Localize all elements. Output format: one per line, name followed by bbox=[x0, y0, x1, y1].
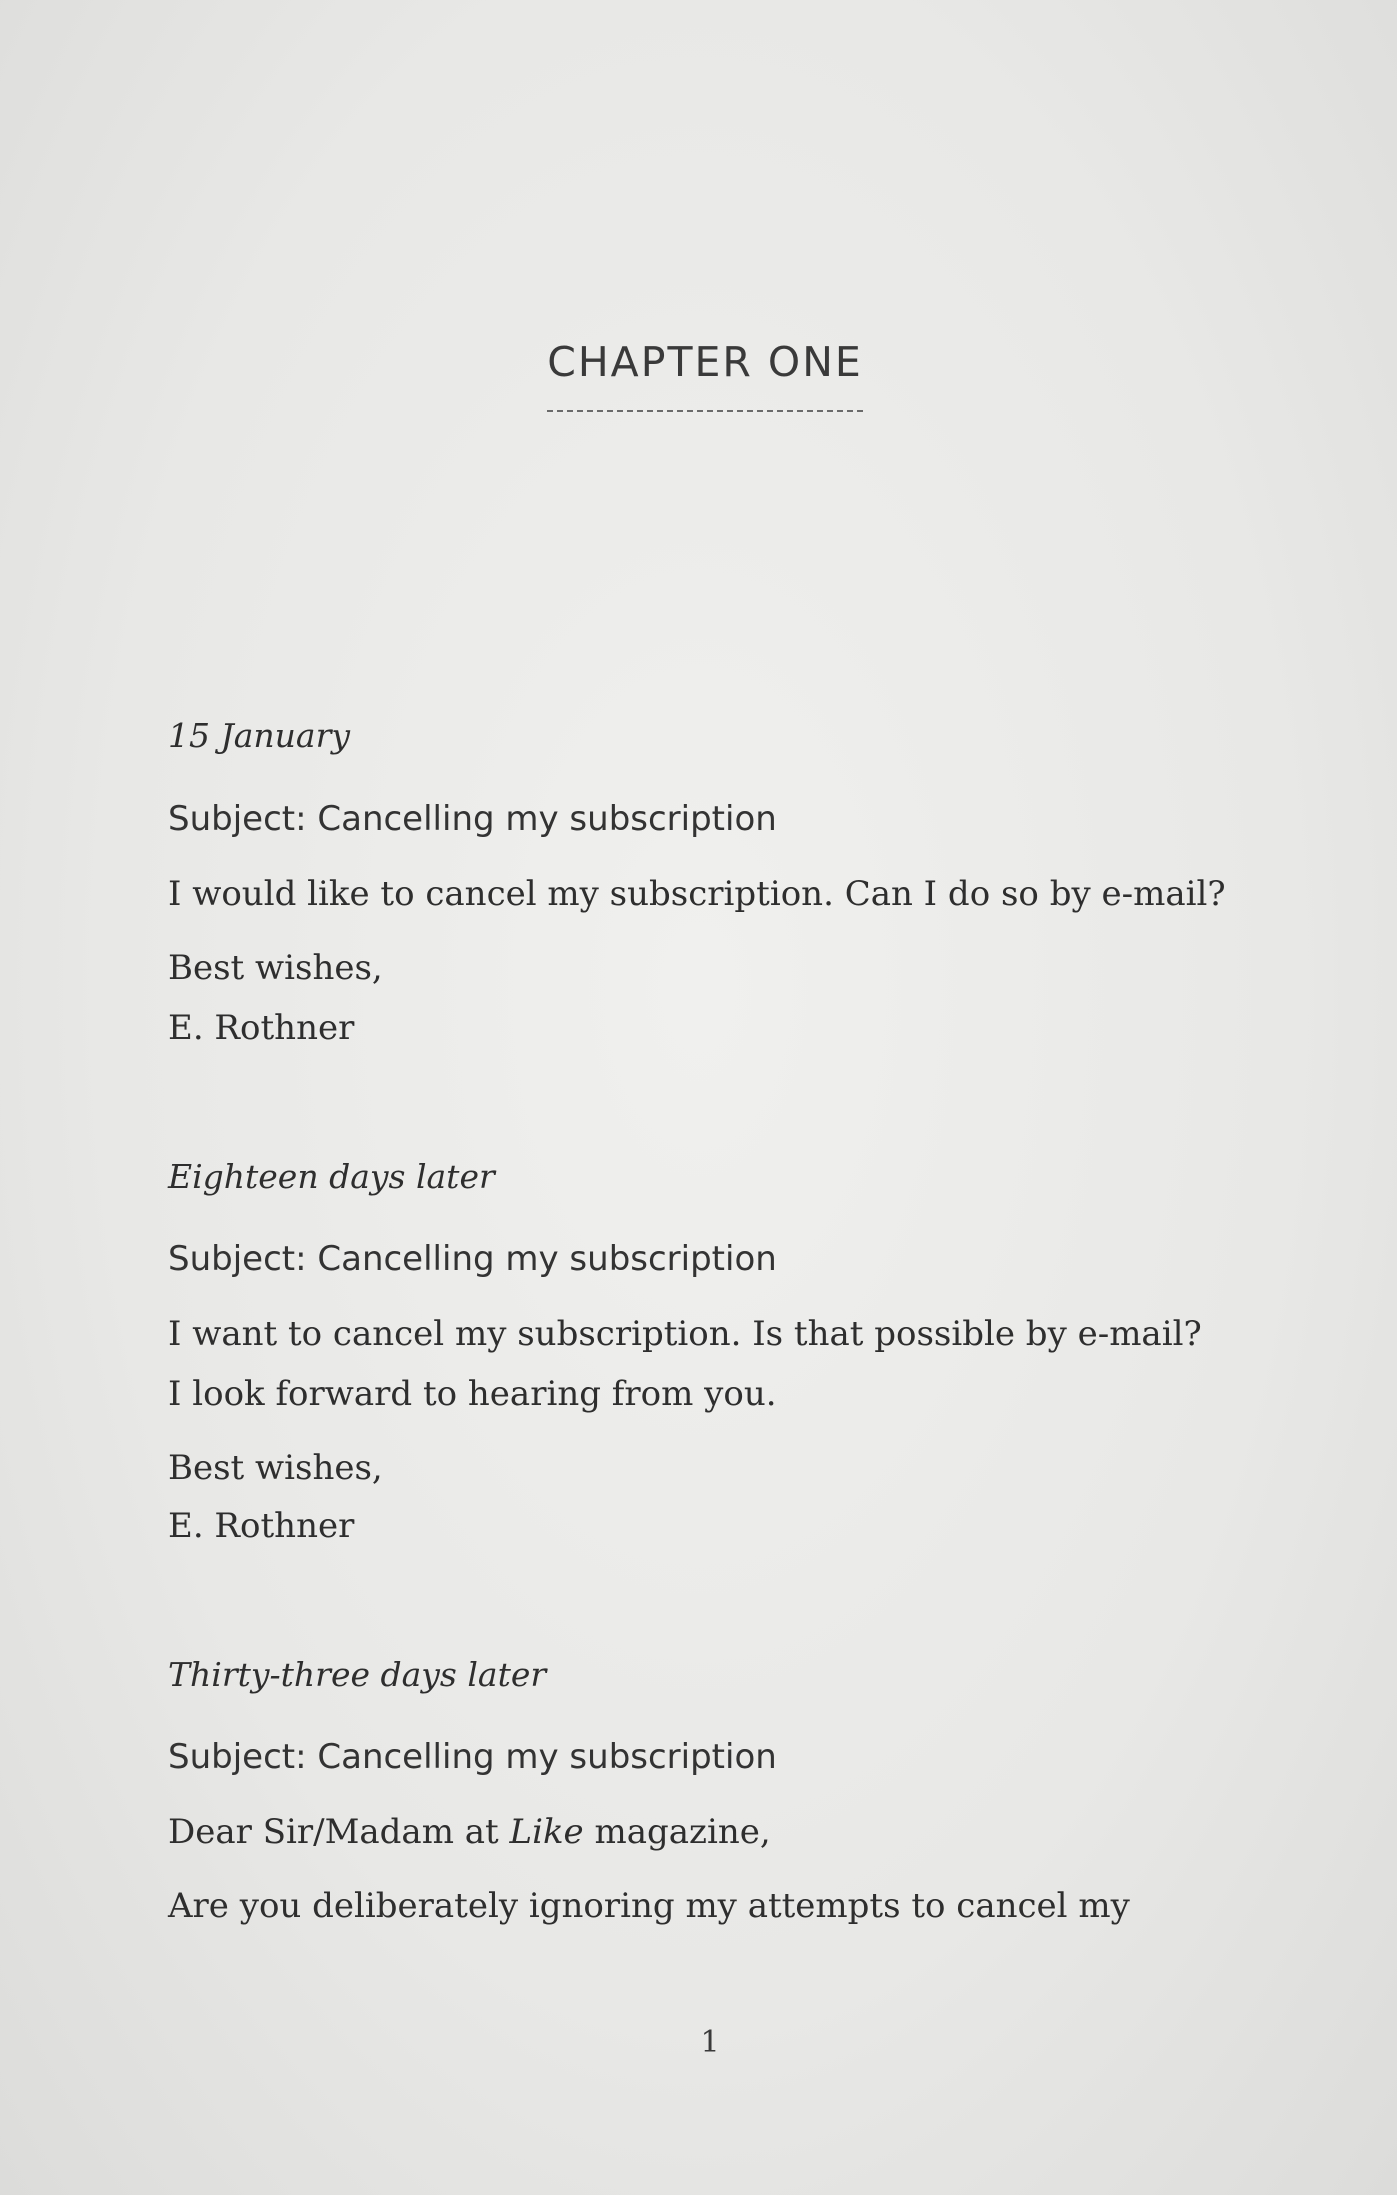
letter-body-line: I would like to cancel my subscription. Can I do so by e-mail? bbox=[168, 874, 1226, 914]
letter-subject: Subject: Cancelling my subscription bbox=[168, 1737, 777, 1777]
chapter-title-underline bbox=[547, 410, 863, 412]
letter-closing: Best wishes, bbox=[168, 948, 383, 988]
letter-date: Thirty-three days later bbox=[168, 1655, 547, 1694]
letter-body-line: Are you deliberately ignoring my attempts to cancel my bbox=[168, 1886, 1130, 1926]
letter-body-line: I want to cancel my subscription. Is that possible by e-mail? bbox=[168, 1314, 1202, 1354]
letter-subject: Subject: Cancelling my subscription bbox=[168, 799, 777, 839]
salutation-text: Dear Sir/Madam at bbox=[168, 1812, 510, 1852]
letter-body-line: I look forward to hearing from you. bbox=[168, 1374, 777, 1414]
letter-closing: Best wishes, bbox=[168, 1448, 383, 1488]
letter-date: 15 January bbox=[168, 716, 350, 755]
letter-signature: E. Rothner bbox=[168, 1506, 355, 1546]
page-number: 1 bbox=[700, 2025, 720, 2060]
magazine-name: Like bbox=[509, 1812, 584, 1852]
letter-salutation bbox=[168, 1812, 771, 1852]
salutation-text: magazine, bbox=[583, 1812, 771, 1852]
letter-signature: E. Rothner bbox=[168, 1008, 355, 1048]
letter-date: Eighteen days later bbox=[168, 1157, 495, 1196]
letter-subject: Subject: Cancelling my subscription bbox=[168, 1239, 777, 1279]
chapter-title: CHAPTER ONE bbox=[547, 338, 863, 386]
